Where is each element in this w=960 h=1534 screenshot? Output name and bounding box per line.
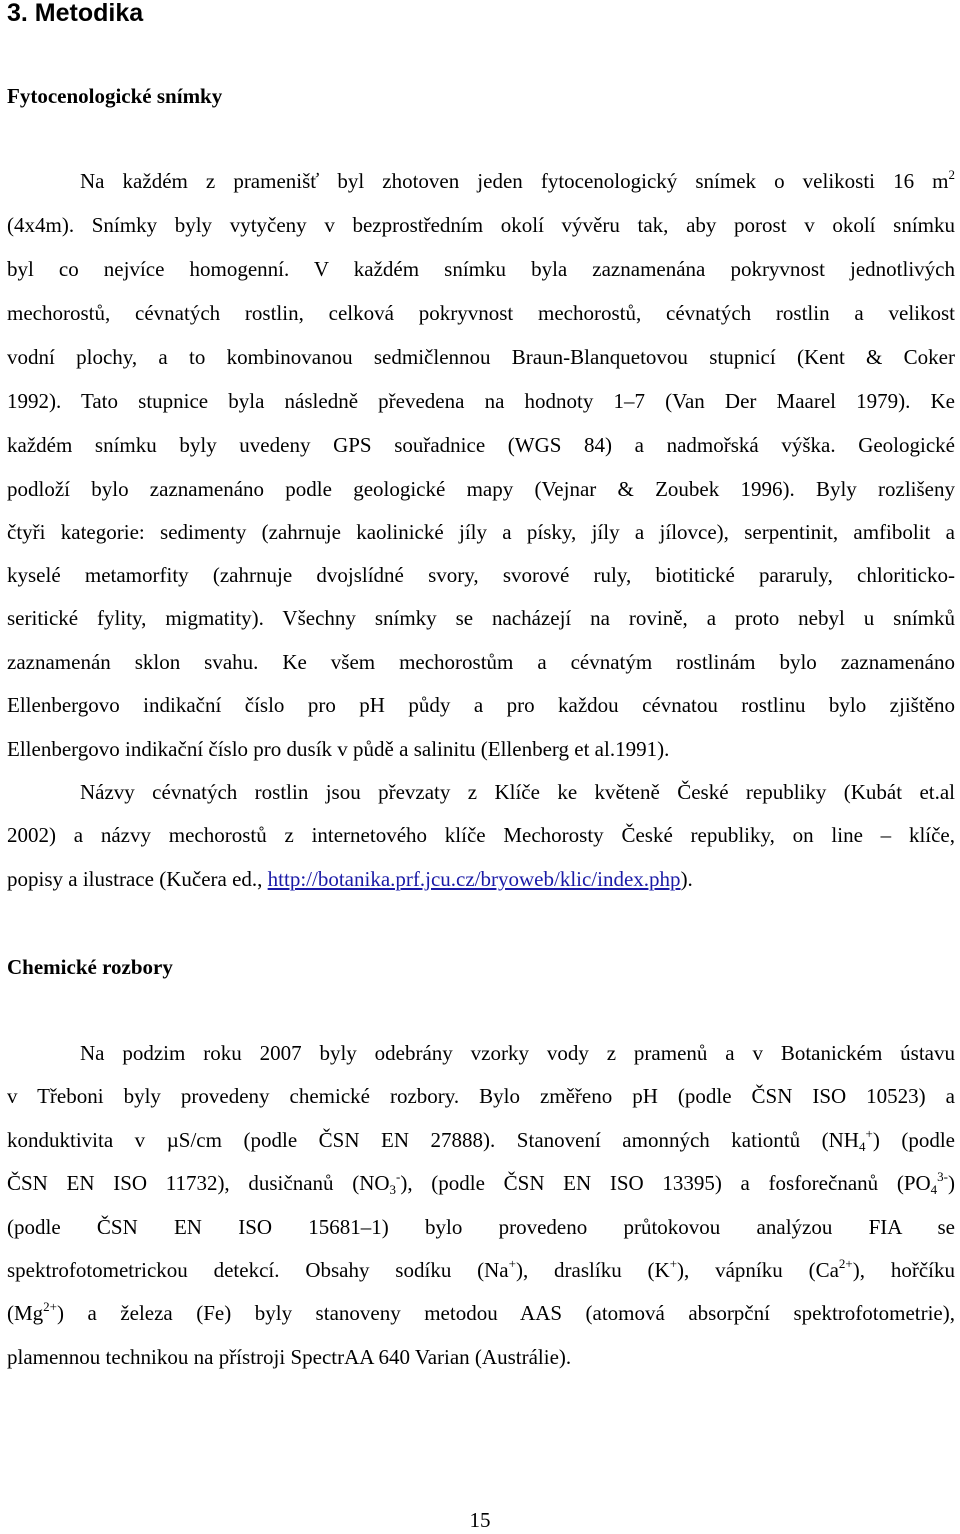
- bryoweb-link[interactable]: http://botanika.prf.jcu.cz/bryoweb/klic/index.php: [267, 867, 681, 891]
- text-line: Na podzim roku 2007 byly odebrány vzorky vody z pramenů a v Botanickém ústavu: [80, 1041, 955, 1065]
- text-line: každém snímku byly uvedeny GPS souřadnice (WGS 84) a nadmořská výška. Geologické: [7, 433, 955, 457]
- text-line: zaznamenán sklon svahu. Ke všem mechorostům a cévnatým rostlinám bylo zaznamenáno: [7, 650, 955, 674]
- text-line: $(Mg^{2+})$ a železa (Fe) byly stanoveny metodou AAS (atomová absorpční spektrofotometrie),: [7, 1299, 955, 1325]
- text-line: Názvy cévnatých rostlin jsou převzaty z Klíče ke květeně České republiky (Kubát et.al: [80, 780, 955, 804]
- text-line: Ellenbergovo indikační číslo pro dusík v půdě a salinitu (Ellenberg et al.1991).: [7, 737, 670, 761]
- text-line: seritické fylity, migmatity). Všechny snímky se nacházejí na rovině, a proto nebyl u snímků: [7, 606, 955, 630]
- text-line: v Třeboni byly provedeny chemické rozbory. Bylo změřeno pH (podle ČSN ISO 10523) a: [7, 1084, 955, 1108]
- text-line: konduktivita v µS/cm (podle ČSN EN 27888). Stanovení amonných kationtů $(NH_4^+)$ (podle: [7, 1126, 955, 1154]
- text-line: 1992). Tato stupnice byla následně převedena na hodnoty 1–7 (Van Der Maarel 1979). Ke: [7, 389, 955, 413]
- text-line: Na každém z pramenišť byl zhotoven jeden fytocenologický snímek o velikosti 16 $m^2$: [80, 167, 955, 193]
- section-heading-fytocenologicke: Fytocenologické snímky: [7, 84, 223, 108]
- section-heading-chemicke-rozbory: Chemické rozbory: [7, 955, 173, 979]
- text-line: ČSN EN ISO 11732), dusičnanů $(NO_3^-)$, (podle ČSN EN ISO 13395) a fosforečnanů $(PO_4^{3-})$: [7, 1169, 956, 1197]
- text-line: vodní plochy, a to kombinovanou sedmičlennou Braun-Blanquetovou stupnicí (Kent & Coker: [7, 345, 955, 369]
- text-line: mechorostů, cévnatých rostlin, celková pokryvnost mechorostů, cévnatých rostlin a velikost: [7, 301, 955, 325]
- text-line: čtyři kategorie: sedimenty (zahrnuje kaolinické jíly a písky, jíly a jílovce), serpentinit, amfibolit a: [7, 520, 955, 544]
- text-line: Ellenbergovo indikační číslo pro pH půdy a pro každou cévnatou rostlinu bylo zjištěno: [7, 693, 955, 717]
- text-line: (podle ČSN EN ISO 15681–1) bylo provedeno průtokovou analýzou FIA se: [7, 1215, 955, 1239]
- chapter-heading: 3. Metodika: [7, 0, 144, 27]
- text-line: 2002) a názvy mechorostů z internetového klíče Mechorosty České republiky, on line – klíče,: [7, 823, 955, 847]
- text-line: kyselé metamorfity (zahrnuje dvojslídné svory, svorové ruly, biotitické pararuly, chloriticko-: [7, 563, 955, 587]
- text-line: popisy a ilustrace (Kučera ed., http://botanika.prf.jcu.cz/bryoweb/klic/index.php).: [7, 867, 693, 891]
- text-line: byl co nejvíce homogenní. V každém snímku byla zaznamenána pokryvnost jednotlivých: [7, 257, 955, 281]
- text-line: (4x4m). Snímky byly vytyčeny v bezprostředním okolí vývěru tak, aby porost v okolí snímku: [7, 213, 955, 237]
- page-number: 15: [469, 1508, 491, 1532]
- text-line: plamennou technikou na přístroji SpectrAA 640 Varian (Austrálie).: [7, 1345, 572, 1369]
- text-line: podloží bylo zaznamenáno podle geologické mapy (Vejnar & Zoubek 1996). Byly rozlišeny: [7, 477, 955, 501]
- text-line: spektrofotometrickou detekcí. Obsahy sodíku (Na+), draslíku (K+), vápníku $(Ca^{2+})$, hořčíku: [7, 1256, 955, 1282]
